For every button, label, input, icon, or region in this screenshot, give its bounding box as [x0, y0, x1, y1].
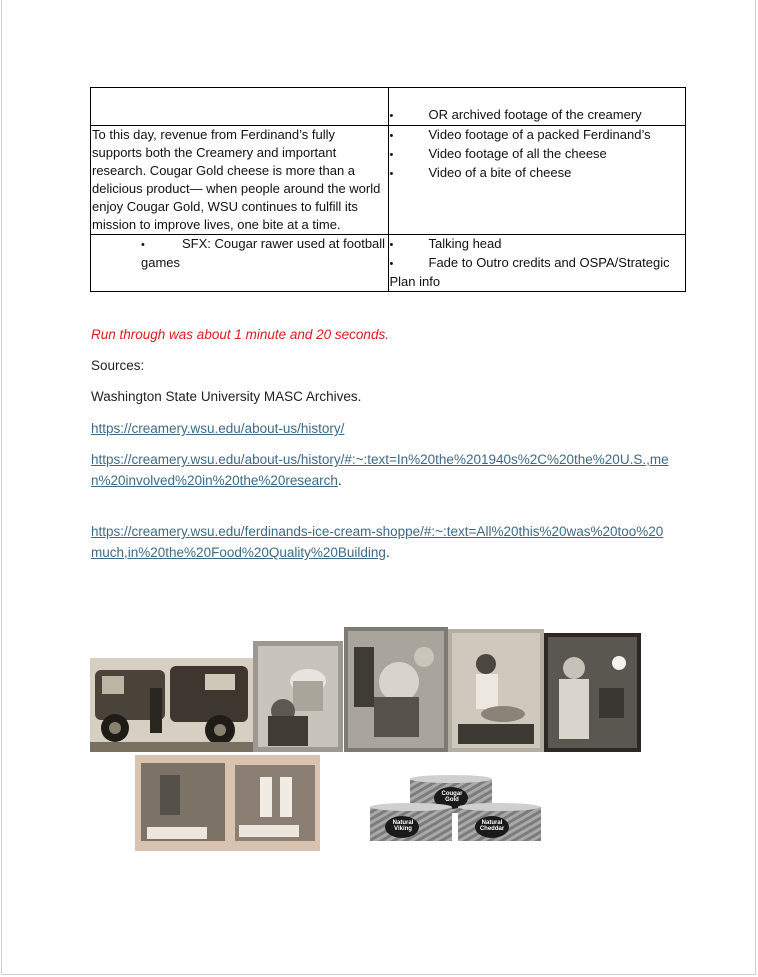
table-cell-visuals [388, 88, 686, 126]
source-link-3-wrap [91, 521, 671, 563]
archive-photo-worker-cans [253, 641, 343, 752]
archive-photo-museum-display [135, 755, 320, 851]
source-link[interactable]: https://creamery.wsu.edu/ferdinands-ice-cream-shoppe/#:~:text=All%20this%20was%20too%20much,in%20the%20Food%20Quality%20Building [91, 524, 664, 560]
list-item [390, 88, 685, 106]
archive-photo-delivery-trucks [90, 658, 253, 752]
table-cell-visuals [388, 235, 686, 292]
sfx-cue-text: SFX: Cougar rawer used at football games [141, 236, 386, 270]
list-item: • Talking head [389, 236, 502, 251]
visual-cue-text: Fade to Outro credits and OSPA/Strategic Plan info [389, 255, 670, 289]
list-item: • Video of a bite of cheese [389, 165, 572, 180]
source-link-1-wrap [91, 418, 671, 439]
list-item: • Fade to Outro credits and OSPA/Strategic Plan info [389, 255, 670, 289]
visual-cue-text: Video footage of a packed Ferdinand’s [428, 127, 651, 142]
table-cell-narration [91, 235, 389, 292]
link-period: . [337, 473, 342, 488]
visual-cue-text: Video of a bite of cheese [428, 165, 572, 180]
table-cell-narration [91, 126, 389, 235]
table-row [91, 235, 686, 292]
archive-source: Washington State University MASC Archives. [91, 389, 362, 404]
table-cell-visuals [388, 126, 686, 235]
table-row [91, 88, 686, 126]
can-label-right: Natural Cheddar [479, 820, 505, 832]
link-period: . [385, 545, 390, 560]
table-row [91, 126, 686, 235]
cheese-cans-image [368, 774, 543, 846]
list-item: • SFX: Cougar rawer used at football games [141, 236, 386, 270]
can-label-top: Cougar Gold [441, 791, 463, 803]
script-table [90, 87, 686, 292]
list-item: • OR archived footage of the creamery [389, 107, 642, 122]
list-item: • Video footage of a packed Ferdinand’s [389, 127, 651, 142]
source-link[interactable]: https://creamery.wsu.edu/about-us/history/ [91, 421, 345, 436]
visual-cue-text: Video footage of all the cheese [428, 146, 607, 161]
source-link-2-wrap [91, 449, 671, 491]
sources-label: Sources: [91, 358, 145, 373]
table-cell-narration [91, 88, 389, 126]
source-link[interactable]: https://creamery.wsu.edu/about-us/history/#:~:text=In%20the%201940s%2C%20the%20U.S.,men%20involved%20in%20the%20research [91, 452, 669, 488]
archive-photo-lab-worker [344, 627, 448, 752]
runtime-note: Run through was about 1 minute and 20 seconds. [91, 327, 389, 342]
list-item: • Video footage of all the cheese [389, 146, 607, 161]
visual-cue-text: Talking head [428, 236, 502, 251]
visual-cue-text: OR archived footage of the creamery [428, 107, 642, 122]
can-label-left: Natural Viking [392, 820, 414, 832]
archive-photo-scientist [544, 633, 641, 752]
archive-photo-kitchen-worker [448, 629, 544, 752]
narration-text: To this day, revenue from Ferdinand’s fully supports both the Creamery and important research. Cougar Gold cheese is more than a delicious product— when people around the world enjoy Cougar Gold, WSU continues to fulfill its mission to improve lives, one bite at a time. [92, 127, 381, 232]
